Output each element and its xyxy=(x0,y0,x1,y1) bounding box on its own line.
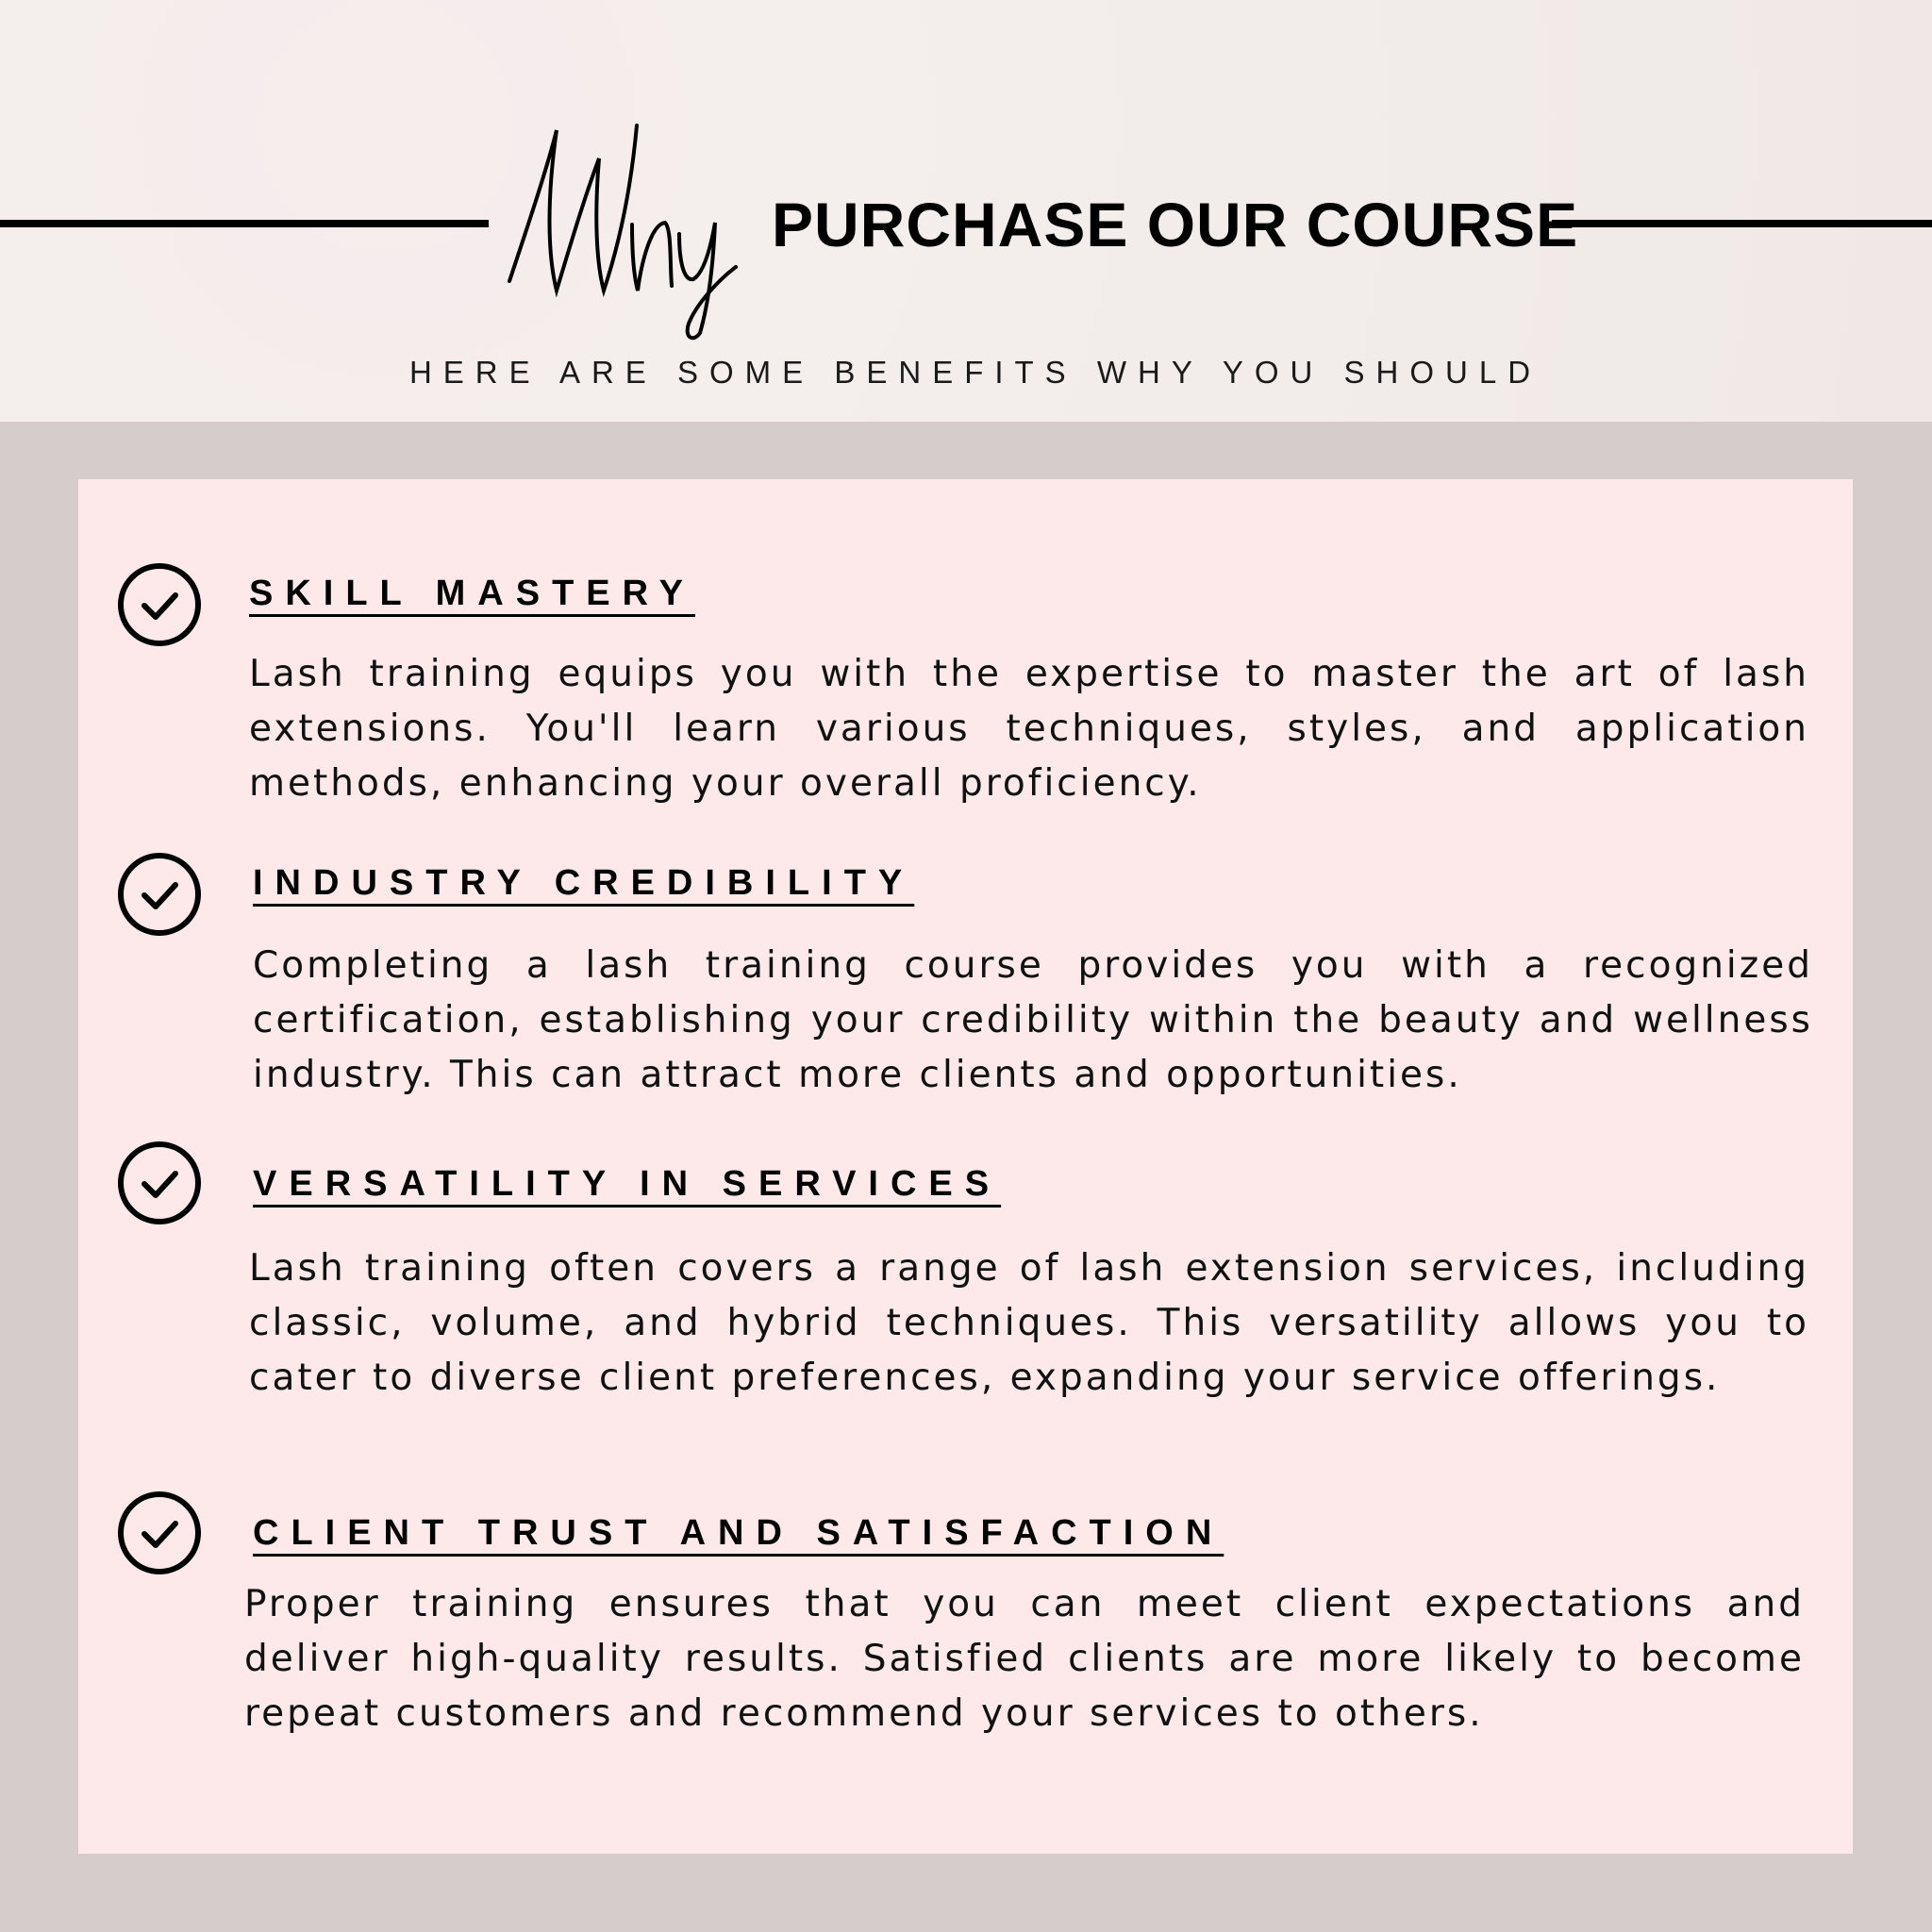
benefit-body: Proper training ensures that you can meet client expectations and deliver high-quality results. Satisfied clients are more likely to become repeat customers and recommend your services to others. xyxy=(244,1583,1805,1735)
page-subheadline: HERE ARE SOME BENEFITS WHY YOU SHOULD xyxy=(408,355,1542,390)
benefit-body: Lash training equips you with the expertise to master the art of lash extensions. You'll learn various techniques, styles, and application methods, enhancing your overall proficiency. xyxy=(249,653,1809,805)
check-circle-icon xyxy=(116,1140,203,1226)
header-rule-left xyxy=(0,220,489,227)
benefit-title: VERSATILITY IN SERVICES xyxy=(253,1164,1002,1204)
page-headline: PURCHASE OUR COURSE xyxy=(772,190,1579,259)
check-circle-icon xyxy=(116,1490,203,1576)
check-circle-icon xyxy=(116,851,203,938)
benefit-title: SKILL MASTERY xyxy=(249,574,696,613)
benefit-body: Lash training often covers a range of lash extension services, including classic, volume, and hybrid techniques. This versatility allows you to cater to diverse client preferences, expanding your service offerings. xyxy=(249,1247,1809,1399)
benefit-body: Completing a lash training course provides you with a recognized certification, establishing your credibility within the beauty and wellness industry. This can attract more clients and opportunities. xyxy=(253,944,1813,1096)
benefits-card xyxy=(78,479,1853,1854)
why-script-lettering xyxy=(491,111,745,347)
check-circle-icon xyxy=(116,561,203,648)
benefit-title: INDUSTRY CREDIBILITY xyxy=(253,863,915,903)
header-rule-right xyxy=(1552,220,1932,227)
benefit-title: CLIENT TRUST AND SATISFACTION xyxy=(253,1513,1224,1553)
